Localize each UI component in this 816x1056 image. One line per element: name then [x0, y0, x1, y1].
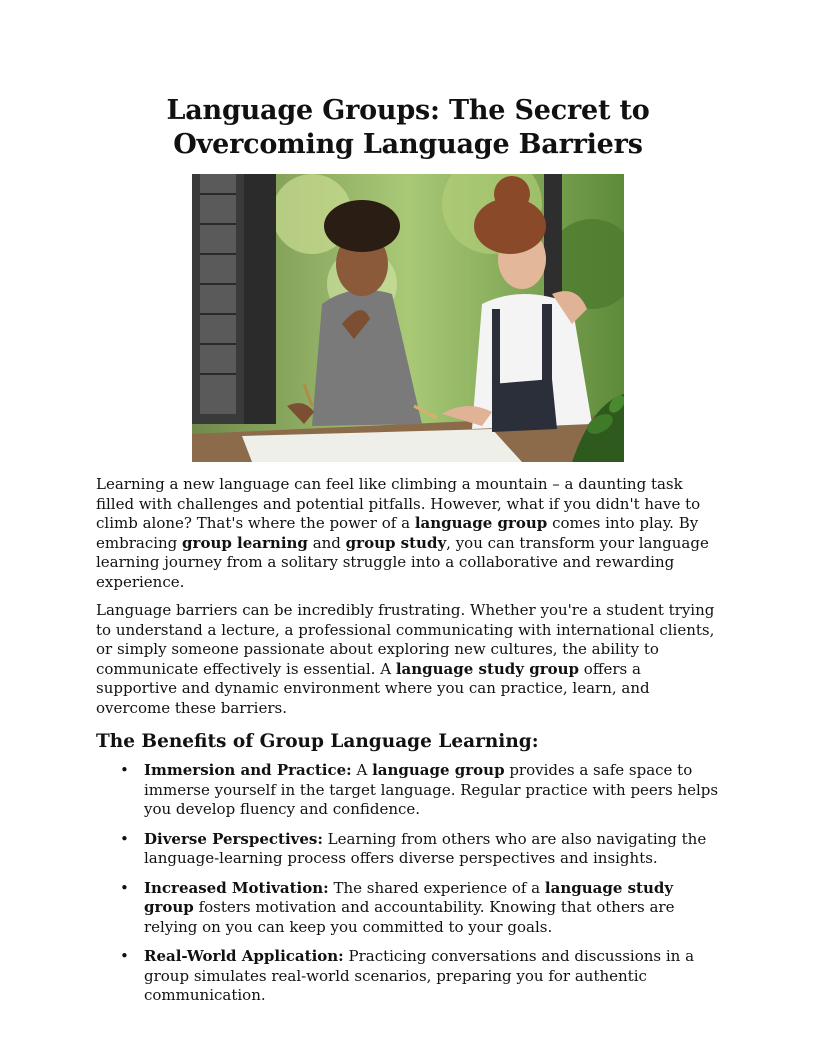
intro-text-3: and — [307, 533, 346, 552]
list-item — [120, 878, 720, 938]
intro-paragraph — [96, 475, 720, 592]
benefit-text: Learning from others who are also navigating the language-learning process offers diverse perspectives and insights. — [144, 829, 707, 867]
section-heading: The Benefits of Group Language Learning: — [96, 731, 539, 752]
barriers-paragraph — [96, 601, 720, 718]
benefit-term: Diverse Perspectives: — [144, 829, 323, 848]
benefit-text: A — [351, 761, 373, 779]
bullet-icon: • — [120, 947, 129, 965]
barriers-text-2: offers a supportive and dynamic environment where you can practice, learn, and overcome these barriers. — [96, 659, 650, 717]
list-item — [120, 829, 720, 869]
benefit-term: Real-World Application: — [144, 947, 344, 965]
benefit-keyword: language group — [372, 761, 505, 779]
benefit-term: Increased Motivation: — [144, 878, 329, 897]
benefits-list — [96, 761, 720, 1006]
benefit-text: Practicing conversations and discussions in a group simulates real-world scenarios, preparing you for authentic communication. — [144, 947, 695, 1004]
barriers-text-1: Language barriers can be incredibly frustrating. Whether you're a student trying to understand a lecture, a professional communicating with international clients, or simply someone passionate about exploring new cultures, the ability to communicate effectively is essential. A — [96, 601, 715, 678]
page-title: Language Groups: The Secret to Overcoming Language Barriers — [166, 95, 650, 160]
barriers-keyword-language-study-group: language study group — [395, 659, 580, 678]
list-item — [120, 947, 720, 1006]
intro-keyword-group-study: group study — [345, 533, 447, 552]
bullet-icon: • — [120, 829, 129, 848]
hero-image — [192, 174, 624, 462]
photo-two-students-studying-icon — [192, 174, 624, 462]
intro-text-1: Learning a new language can feel like climbing a mountain – a daunting task filled with challenges and potential pitfalls. However, what if you didn't have to climb alone? That's where the power of a — [96, 475, 701, 532]
benefit-text: The shared experience of a — [328, 878, 545, 897]
intro-keyword-language-group: language group — [414, 514, 548, 532]
benefit-text: provides a safe space to immerse yourself in the target language. Regular practice with peers helps you develop fluency and confidence. — [144, 761, 719, 818]
intro-text-2: comes into play. By embracing — [96, 514, 699, 552]
bullet-icon: • — [120, 878, 129, 897]
intro-text-4: , you can transform your language learning journey from a solitary struggle into a collaborative and rewarding experience. — [96, 533, 709, 591]
intro-keyword-group-learning: group learning — [182, 533, 308, 552]
benefit-keyword: language study group — [144, 878, 674, 916]
list-item — [120, 761, 720, 820]
benefit-term: Immersion and Practice: — [144, 761, 352, 779]
bullet-icon: • — [120, 761, 129, 779]
benefit-text: fosters motivation and accountability. Knowing that others are relying on you can keep you committed to your goals. — [144, 898, 675, 936]
